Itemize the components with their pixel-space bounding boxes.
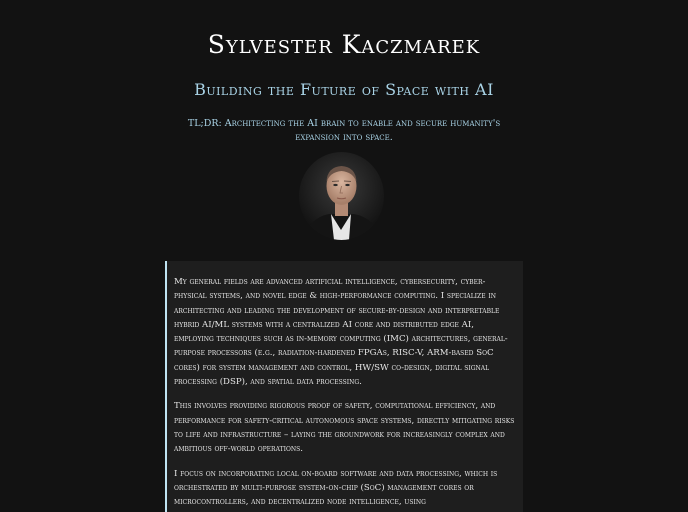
bio-paragraph-2: This involves providing rigorous proof of safety, computational efficiency, and performance for safety-critical autonomous space systems, directly mitigating risks to life and infrastructure – laying the groundwork for increasingly complex and ambitious off-world operations.: [174, 401, 515, 455]
bio-paragraph-1: My general fields are advanced artificial intelligence, cybersecurity, cyber-physical systems, and novel edge & high-performance computing. I specialize in architecting and leading the development of secure-by-design and interpretable hybrid AI/ML systems with a centralized AI core and distributed edge AI, employing techniques such as in-memory computing (IMC) architectures, general-purpose processors (e.g., radiation-hardened FPGAs, RISC-V, ARM-based SoC cores) for system management and control, HW/SW co-design, digital signal processing (DSP), and spatial data processing.: [174, 277, 508, 388]
bio-paragraph-3: I focus on incorporating local on-board software and data processing, which is orchestrated by multi-purpose system-on-chip (SoC) management cores or microcontrollers, and decentralized node intelligence, using: [174, 468, 498, 508]
page-title: Sylvester Kaczmarek: [207, 30, 481, 59]
bio-panel: [165, 261, 523, 512]
avatar: [299, 152, 384, 240]
portrait-photo-icon: [299, 152, 384, 240]
page-subtitle: Building the Future of Space with AI: [194, 80, 494, 99]
tldr-text: TL;DR: Architecting the AI brain to enable and secure humanity's expansion into space.: [187, 118, 501, 143]
